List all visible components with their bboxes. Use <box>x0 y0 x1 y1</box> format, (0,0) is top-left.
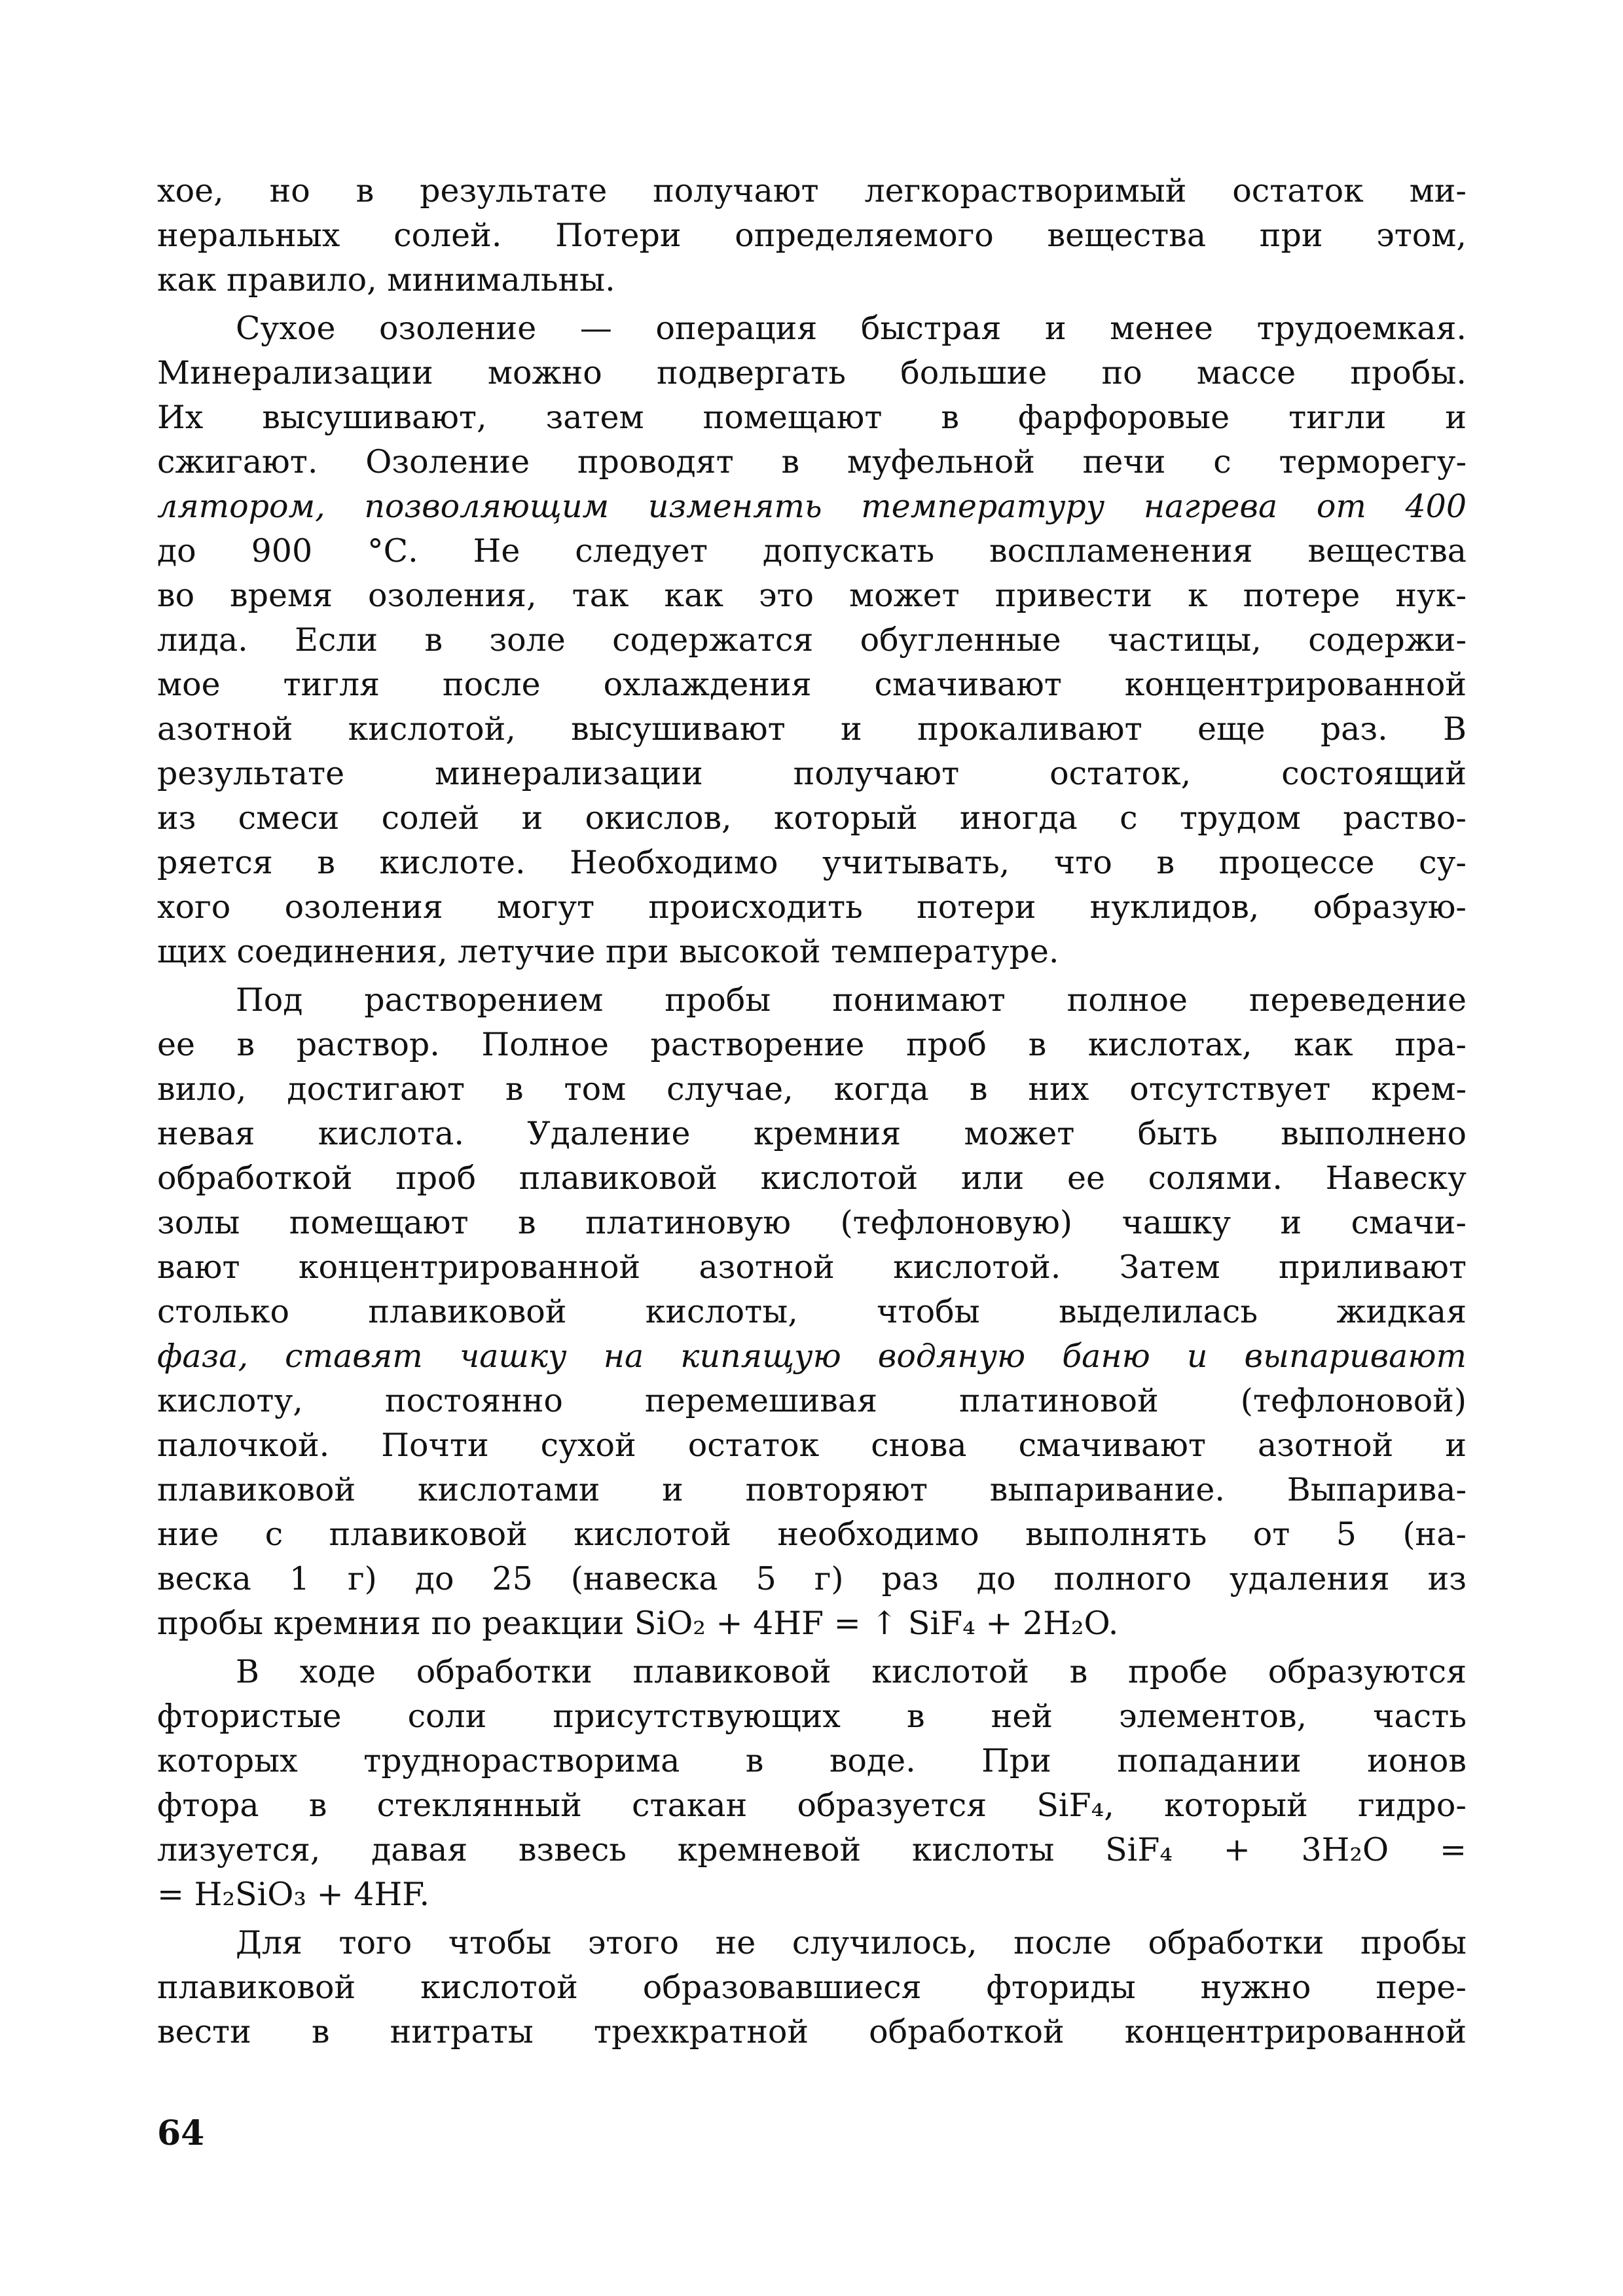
paragraph-5-line-1: Для того чтобы этого не случилось, после обработки пробы <box>236 1924 1467 1961</box>
paragraph-2-line-8: лида. Если в золе содержатся обугленные частицы, содержи- <box>157 621 1467 659</box>
paragraph-2-line-11: результате минерализации получают остаток, состоящий <box>157 755 1467 792</box>
page-number: 64 <box>157 2113 205 2153</box>
paragraph-2-line-2: Минерализации можно подвергать большие по массе пробы. <box>157 354 1467 392</box>
paragraph-3-line-15: пробы кремния по реакции SiO₂ + 4HF = ↑ SiF₄ + 2H₂O. <box>157 1605 1119 1642</box>
paragraph-5-line-2: плавиковой кислотой образовавшиеся фториды нужно пере- <box>157 1969 1467 2006</box>
paragraph-3-line-10: кислоту, постоянно перемешивая платиновой (тефлоновой) <box>157 1382 1467 1419</box>
paragraph-3-line-2: ее в раствор. Полное растворение проб в кислотах, как пра- <box>157 1026 1467 1063</box>
paragraph-3-line-4: невая кислота. Удаление кремния может быть выполнено <box>157 1115 1467 1152</box>
paragraph-2-line-15: щих соединения, летучие при высокой температуре. <box>157 933 1059 970</box>
paragraph-2-line-7: во время озоления, так как это может привести к потере нук- <box>157 577 1467 614</box>
paragraph-3-line-9: фаза, ставят чашку на кипящую водяную баню и выпаривают <box>157 1338 1467 1375</box>
paragraph-4-line-3: которых труднорастворима в воде. При попадании ионов <box>157 1742 1467 1779</box>
paragraph-2-line-14: хого озоления могут происходить потери нуклидов, образую- <box>157 888 1467 926</box>
paragraph-3-line-14: веска 1 г) до 25 (навеска 5 г) раз до полного удаления из <box>157 1560 1467 1597</box>
paragraph-2-line-10: азотной кислотой, высушивают и прокаливают еще раз. В <box>157 710 1467 748</box>
paragraph-3-line-12: плавиковой кислотами и повторяют выпаривание. Выпарива- <box>157 1471 1467 1508</box>
paragraph-3-line-7: вают концентрированной азотной кислотой. Затем приливают <box>157 1248 1467 1286</box>
paragraph-3-line-13: ние с плавиковой кислотой необходимо выполнять от 5 (на- <box>157 1516 1467 1553</box>
paragraph-2-line-6: до 900 °С. Не следует допускать воспламенения вещества <box>157 532 1467 570</box>
paragraph-2-line-1: Сухое озоление — операция быстрая и менее трудоемкая. <box>236 310 1467 347</box>
paragraph-3-line-8: столько плавиковой кислоты, чтобы выделилась жидкая <box>157 1293 1467 1330</box>
paragraph-2-line-3: Их высушивают, затем помещают в фарфоровые тигли и <box>157 399 1467 436</box>
paragraph-2-line-4: сжигают. Озоление проводят в муфельной печи с терморегу- <box>157 443 1467 481</box>
paragraph-3-line-6: золы помещают в платиновую (тефлоновую) чашку и смачи- <box>157 1204 1467 1241</box>
paragraph-2-line-13: ряется в кислоте. Необходимо учитывать, что в процессе су- <box>157 844 1467 881</box>
paragraph-3-line-3: вило, достигают в том случае, когда в них отсутствует крем- <box>157 1070 1467 1108</box>
paragraph-4-line-5: лизуется, давая взвесь кремневой кислоты SiF₄ + 3H₂O = <box>157 1831 1467 1868</box>
paragraph-4-line-4: фтора в стеклянный стакан образуется SiF₄, который гидро- <box>157 1787 1467 1824</box>
paragraph-3-line-1: Под растворением пробы понимают полное переведение <box>236 981 1467 1019</box>
paragraph-4-line-6: = H₂SiO₃ + 4HF. <box>157 1876 430 1913</box>
paragraph-2-line-5: лятором, позволяющим изменять температуру нагрева от 400 <box>157 488 1467 525</box>
paragraph-4-line-1: В ходе обработки плавиковой кислотой в пробе образуются <box>236 1653 1467 1690</box>
paragraph-4-line-2: фтористые соли присутствующих в ней элементов, часть <box>157 1698 1467 1735</box>
paragraph-1-line-1: хое, но в результате получают легкорастворимый остаток ми- <box>157 172 1467 210</box>
paragraph-2-line-9: мое тигля после охлаждения смачивают концентрированной <box>157 666 1467 703</box>
paragraph-3-line-5: обработкой проб плавиковой кислотой или ее солями. Навеску <box>157 1159 1467 1197</box>
paragraph-1-line-2: неральных солей. Потери определяемого вещества при этом, <box>157 217 1467 254</box>
paragraph-2-line-12: из смеси солей и окислов, который иногда с трудом раство- <box>157 799 1467 837</box>
paragraph-5-line-3: вести в нитраты трехкратной обработкой концентрированной <box>157 2013 1467 2050</box>
paragraph-1-line-3: как правило, минимальны. <box>157 261 615 299</box>
paragraph-3-line-11: палочкой. Почти сухой остаток снова смачивают азотной и <box>157 1427 1467 1464</box>
